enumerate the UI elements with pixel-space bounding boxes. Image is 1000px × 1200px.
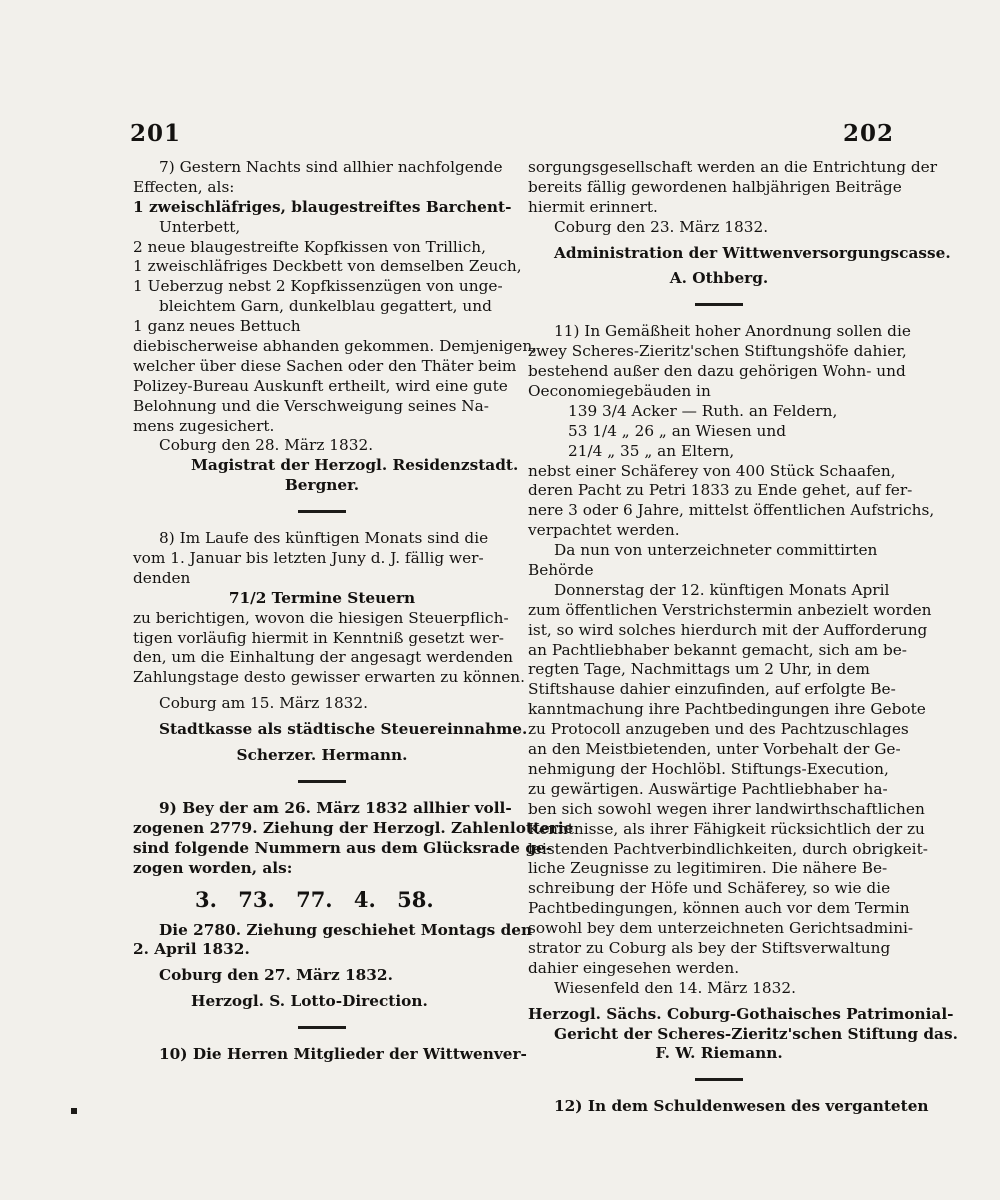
- notice-line: nebst einer Schäferey von 400 Stück Schaafen,: [528, 461, 896, 480]
- notice-line: welcher über diese Sachen oder den Thäter beim: [133, 356, 517, 375]
- notice-line: liche Zeugnisse zu legitimiren. Die nähere Be-: [528, 859, 888, 878]
- notice-line: vom 1. Januar bis letzten Juny d. J. fällig wer-: [133, 549, 484, 568]
- notice-line: Effecten, als:: [133, 177, 235, 196]
- notice-line: zu Protocoll anzugeben und des Pachtzuschlages: [528, 720, 909, 739]
- notice-line: Pachtbedingungen, können auch vor dem Termin: [528, 899, 910, 918]
- notice-signature: Gericht der Scheres-Zieritz'schen Stiftung das.: [554, 1024, 958, 1043]
- notice-line: 2. April 1832.: [133, 940, 250, 959]
- notice-line: 8) Im Laufe des künftigen Monats sind die: [159, 529, 489, 548]
- land-row: 53 1/4 „ 26 „ an Wiesen und: [568, 421, 787, 440]
- notice-line: 1 Ueberzug nebst 2 Kopfkissenzügen von unge-: [133, 277, 503, 296]
- notice-line: Unterbett,: [159, 217, 241, 236]
- notice-line: Belohnung und die Verschweigung seines Na-: [133, 396, 489, 415]
- notice-line: sorgungsgesellschaft werden an die Entrichtung der: [528, 158, 938, 176]
- separator-rule: [695, 303, 743, 306]
- notice-line: den, um die Einhaltung der angesagt werdenden: [133, 648, 513, 667]
- notice-heading: 71/2 Termine Steuern: [228, 588, 416, 607]
- notice-8: [133, 529, 528, 766]
- notice-line: 11) In Gemäßheit hoher Anordnung sollen die: [554, 322, 911, 341]
- notice-signature: Herzogl. Sächs. Coburg-Gothaisches Patrimonial-: [528, 1004, 954, 1023]
- notice-line: bereits fällig gewordenen halbjährigen Beiträge: [528, 177, 902, 196]
- notice-line: bestehend außer den dazu gehörigen Wohn- und: [528, 362, 906, 381]
- notice-line: 1 zweischläfriges Deckbett von demselben Zeuch,: [133, 257, 522, 276]
- land-row: 21/4 „ 35 „ an Eltern,: [568, 441, 735, 460]
- notice-line: regten Tage, Nachmittags um 2 Uhr, in dem: [528, 660, 870, 679]
- lottery-numbers: 3. 73. 77. 4. 58.: [195, 886, 434, 912]
- notice-line: an Pachtliebhaber bekannt gemacht, sich am be-: [528, 640, 907, 659]
- notice-line: Polizey-Bureau Auskunft ertheilt, wird eine gute: [133, 376, 508, 395]
- notice-10-continued: [528, 158, 951, 289]
- notice-10-start: 10) Die Herren Mitglieder der Wittwenver-: [159, 1045, 527, 1064]
- notice-line: mens zugesichert.: [133, 416, 275, 435]
- notice-line: zwey Scheres-Zieritz'schen Stiftungshöfe dahier,: [528, 342, 907, 361]
- notice-line: tigen vorläufig hiermit in Kenntniß gesetzt wer-: [133, 628, 504, 647]
- notice-line: Die 2780. Ziehung geschiehet Montags den: [159, 920, 533, 939]
- notice-line: deren Pacht zu Petri 1833 zu Ende gehet, auf fer-: [528, 481, 913, 500]
- separator-rule: [298, 780, 346, 783]
- notice-line: ben sich sowohl wegen ihrer landwirthschaftlichen: [528, 799, 925, 818]
- notice-line: 9) Bey der am 26. März 1832 allhier voll-: [159, 798, 512, 817]
- notice-line: zu gewärtigen. Auswärtige Pachtliebhaber ha-: [528, 779, 888, 798]
- page-number-left: 201: [130, 120, 182, 147]
- notice-signatory: F. W. Riemann.: [655, 1044, 783, 1063]
- notice-line: verpachtet werden.: [528, 521, 680, 540]
- notice-11: [528, 322, 958, 1064]
- notice-12-start: 12) In dem Schuldenwesen des verganteten: [554, 1097, 929, 1116]
- notice-line: nere 3 oder 6 Jahre, mittelst öffentlichen Aufstrichs,: [528, 501, 935, 520]
- notice-line: 7) Gestern Nachts sind allhier nachfolgende: [159, 158, 503, 176]
- notice-line: kanntmachung ihre Pachtbedingungen ihre Gebote: [528, 700, 926, 719]
- notice-line: ist, so wird solches hierdurch mit der Aufforderung: [528, 620, 928, 639]
- notice-date: Coburg den 28. März 1832.: [159, 436, 374, 455]
- notice-line: sowohl bey dem unterzeichneten Gerichtsadmini-: [528, 919, 914, 938]
- notice-signatory: A. Othberg.: [669, 269, 769, 288]
- notice-line: Kenntnisse, als ihrer Fähigkeit rücksichtlich der zu: [528, 819, 925, 838]
- notice-line: 2 neue blaugestreifte Kopfkissen von Trillich,: [133, 237, 486, 256]
- notice-line: zu berichtigen, wovon die hiesigen Steuerpflich-: [133, 608, 509, 627]
- notice-signature: Herzogl. S. Lotto-Direction.: [191, 992, 428, 1011]
- notice-line: 1 zweischläfriges, blaugestreiftes Barchent-: [133, 197, 512, 216]
- ink-mark: [71, 1108, 77, 1114]
- separator-rule: [695, 1078, 743, 1081]
- notice-line: denden: [133, 568, 191, 587]
- notice-signatory: Scherzer. Hermann.: [236, 746, 408, 765]
- notice-9: [133, 798, 574, 1012]
- right-column: [528, 158, 958, 1117]
- notice-line: strator zu Coburg als bey der Stiftsverwaltung: [528, 938, 891, 957]
- notice-7: [133, 158, 538, 496]
- notice-line: leistenden Pachtverbindlichkeiten, durch obrigkeit-: [528, 839, 928, 858]
- notice-line: Donnerstag der 12. künftigen Monats April: [554, 580, 890, 599]
- notice-signatory: Bergner.: [284, 476, 360, 495]
- notice-line: schreibung der Höfe und Schäferey, so wie die: [528, 879, 891, 898]
- notice-line: hiermit erinnert.: [528, 197, 658, 216]
- notice-line: Behörde: [528, 561, 594, 580]
- separator-rule: [298, 510, 346, 513]
- notice-line: Oeconomiegebäuden in: [528, 382, 711, 401]
- land-row: 139 3/4 Acker — Ruth. an Feldern,: [568, 401, 838, 420]
- notice-line: zogen worden, als:: [133, 858, 293, 877]
- notice-line: dahier eingesehen werden.: [528, 958, 740, 977]
- notice-line: sind folgende Nummern aus dem Glücksrade ge-: [133, 838, 553, 857]
- notice-date: Wiesenfeld den 14. März 1832.: [554, 978, 796, 997]
- notice-line: Stiftshause dahier einzufinden, auf erfolgte Be-: [528, 680, 896, 699]
- notice-line: Da nun von unterzeichneter committirten: [554, 541, 878, 560]
- notice-line: bleichtem Garn, dunkelblau gegattert, und: [159, 297, 492, 316]
- notice-line: an den Meistbietenden, unter Vorbehalt der Ge-: [528, 740, 901, 759]
- notice-signature: Stadtkasse als städtische Steuereinnahme.: [159, 720, 528, 739]
- notice-date: Coburg den 23. März 1832.: [554, 217, 769, 236]
- notice-date: Coburg den 27. März 1832.: [159, 966, 393, 985]
- notice-signature: Administration der Wittwenversorgungscasse.: [554, 243, 951, 262]
- notice-line: nehmigung der Hochlöbl. Stiftungs-Execution,: [528, 759, 889, 778]
- page-number-right: 202: [843, 120, 895, 147]
- notice-signature: Magistrat der Herzogl. Residenzstadt.: [191, 456, 519, 475]
- notice-line: Zahlungstage desto gewisser erwarten zu können.: [133, 668, 526, 687]
- notice-line: diebischerweise abhanden gekommen. Demjenigen,: [133, 337, 538, 356]
- notice-date: Coburg am 15. März 1832.: [159, 694, 369, 713]
- notice-line: zogenen 2779. Ziehung der Herzogl. Zahlenlotterie: [133, 818, 574, 837]
- notice-line: 1 ganz neues Bettuch: [133, 317, 301, 336]
- separator-rule: [298, 1026, 346, 1029]
- notice-line: zum öffentlichen Verstrichstermin anbezielt worden: [528, 600, 932, 619]
